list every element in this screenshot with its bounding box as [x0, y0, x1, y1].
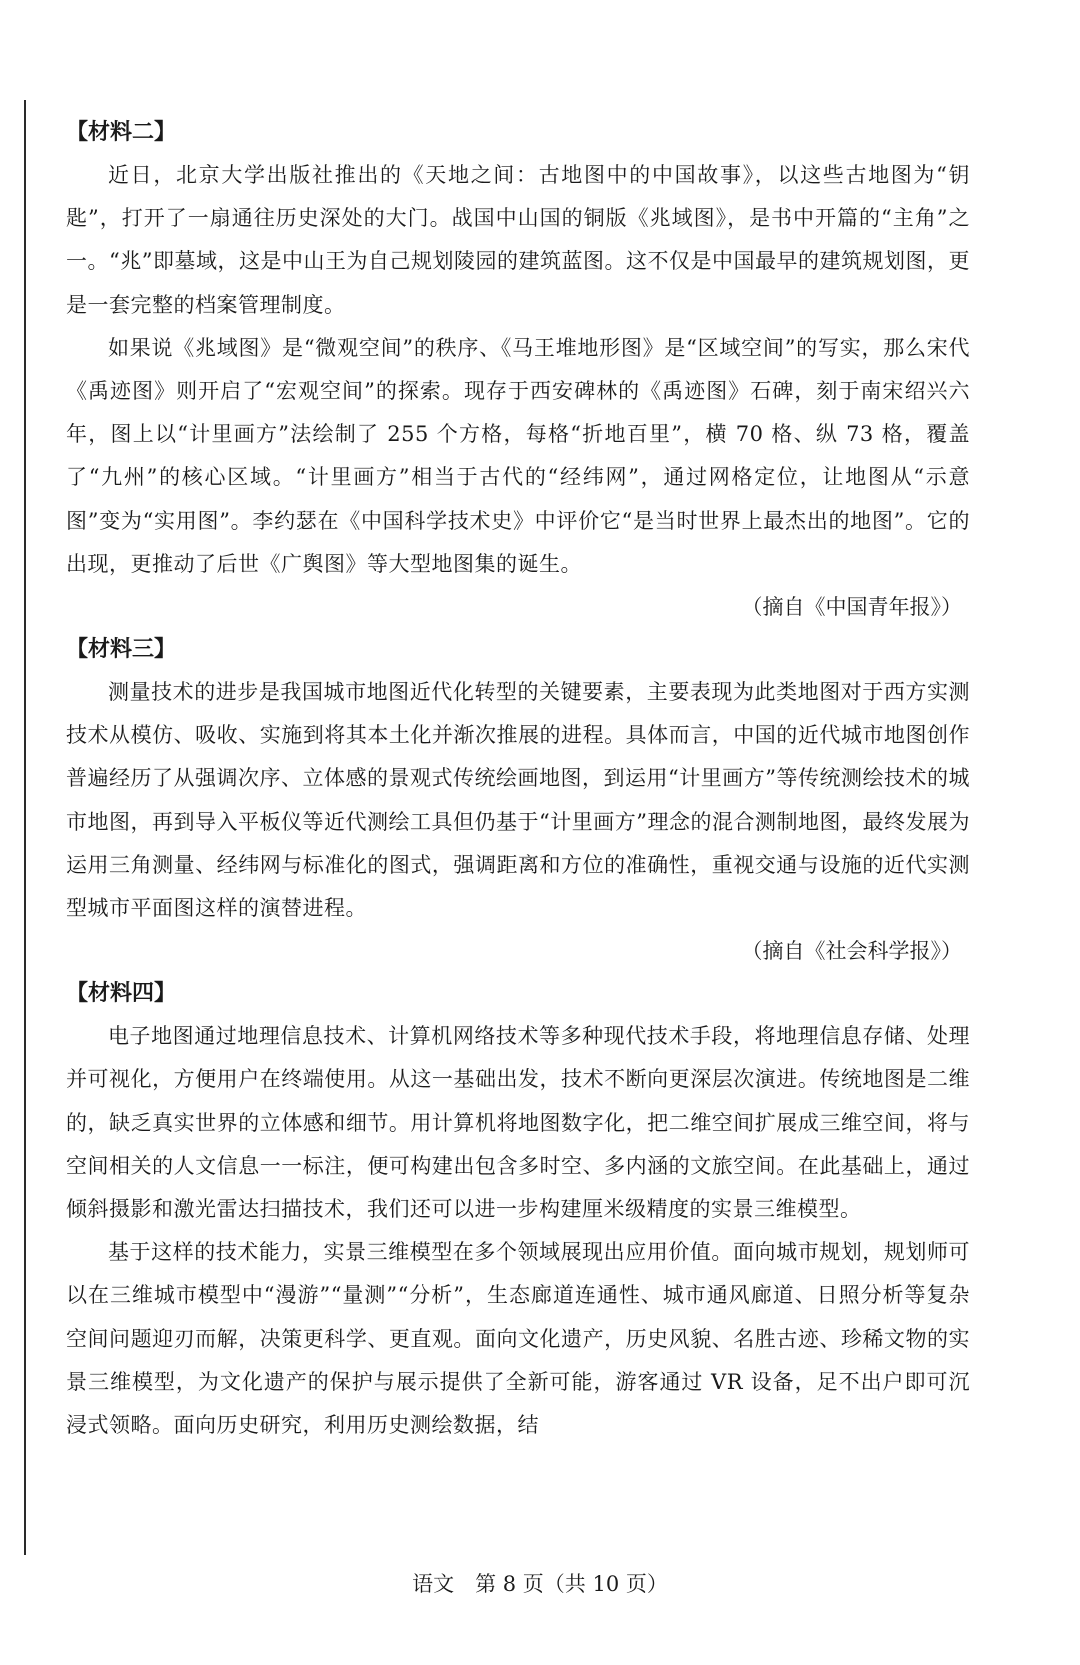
paragraph: 测量技术的进步是我国城市地图近代化转型的关键要素，主要表现为此类地图对于西方实测技术从模仿、吸收、实施到将其本土化并渐次推展的进程。具体而言，中国的近代城市地图创作普遍经历了从强调次序、立体感的景观式传统绘画地图，到运用“计里画方”等传统测绘技术的城市地图，再到导入平板仪等近代测绘工具但仍基于“计里画方”理念的混合测制地图，最终发展为运用三角测量、经纬网与标准化的图式，强调距离和方位的准确性，重视交通与设施的近代实测型城市平面图这样的演替进程。 — [66, 680, 970, 921]
source-citation: （摘自《中国青年报》） — [741, 595, 962, 620]
page-content — [66, 112, 970, 1447]
paragraph: 近日，北京大学出版社推出的《天地之间：古地图中的中国故事》，以这些古地图为“钥匙”，打开了一扇通往历史深处的大门。战国中山国的铜版《兆域图》，是书中开篇的“主角”之一。“兆”即墓域，这是中山王为自己规划陵园的建筑蓝图。这不仅是中国最早的建筑规划图，更是一套完整的档案管理制度。 — [66, 163, 970, 317]
binding-line — [24, 100, 26, 1555]
source-citation: （摘自《社会科学报》） — [741, 939, 962, 964]
paragraph: 基于这样的技术能力，实景三维模型在多个领域展现出应用价值。面向城市规划，规划师可以在三维城市模型中“漫游”“量测”“分析”，生态廊道连通性、城市通风廊道、日照分析等复杂空间问题迎刃而解，决策更科学、更直观。面向文化遗产，历史风貌、名胜古迹、珍稀文物的实景三维模型，为文化遗产的保护与展示提供了全新可能，游客通过 VR 设备，足不出户即可沉浸式领略。面向历史研究，利用历史测绘数据，结 — [66, 1240, 970, 1438]
section-title: 【材料三】 — [66, 637, 177, 663]
paragraph: 电子地图通过地理信息技术、计算机网络技术等多种现代技术手段，将地理信息存储、处理并可视化，方便用户在终端使用。从这一基础出发，技术不断向更深层次演进。传统地图是二维的，缺乏真实世界的立体感和细节。用计算机将地图数字化，把二维空间扩展成三维空间，将与空间相关的人文信息一一标注，便可构建出包含多时空、多内涵的文旅空间。在此基础上，通过倾斜摄影和激光雷达扫描技术，我们还可以进一步构建厘米级精度的实景三维模型。 — [66, 1024, 970, 1222]
section-title: 【材料四】 — [66, 981, 177, 1007]
page-footer: 语文 第 8 页（共 10 页） — [412, 1572, 668, 1596]
paragraph: 如果说《兆域图》是“微观空间”的秩序、《马王堆地形图》是“区域空间”的写实，那么宋代《禹迹图》则开启了“宏观空间”的探索。现存于西安碑林的《禹迹图》石碑，刻于南宋绍兴六年，图上以“计里画方”法绘制了 255 个方格，每格“折地百里”，横 70 格、纵 73 格，覆盖了“九州”的核心区域。“计里画方”相当于古代的“经纬网”，通过网格定位，让地图从“示意图”变为“实用图”。李约瑟在《中国科学技术史》中评价它“是当时世界上最杰出的地图”。它的出现，更推动了后世《广舆图》等大型地图集的诞生。 — [66, 335, 970, 576]
section-material-3 — [66, 629, 970, 973]
section-title: 【材料二】 — [66, 120, 177, 145]
section-material-4 — [66, 973, 970, 1447]
section-material-2 — [66, 112, 970, 629]
